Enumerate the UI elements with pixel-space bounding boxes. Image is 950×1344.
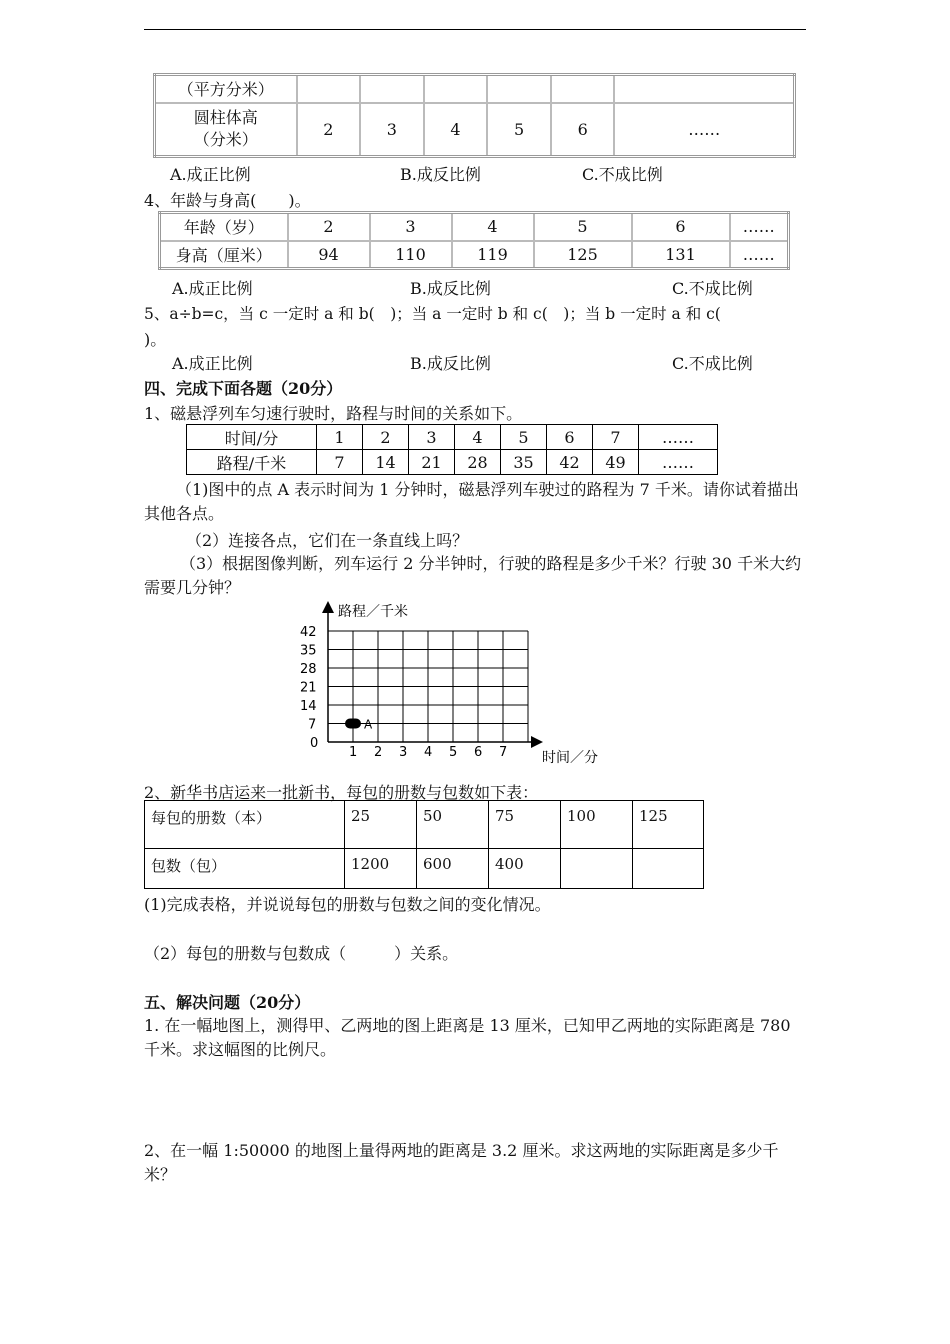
distance-time-chart (290, 600, 650, 770)
table-cell: 600 (417, 849, 489, 889)
table-cell: 25 (345, 801, 417, 849)
y-tick-label: 7 (308, 717, 317, 733)
option-b: B.成反比例 (410, 354, 491, 373)
table-cell: 50 (417, 801, 489, 849)
y-tick-label: 28 (300, 662, 317, 677)
table-cell: 时间/分 (187, 425, 317, 450)
data-point (345, 719, 361, 729)
table-cell (614, 75, 794, 103)
section-4-heading: 四、完成下面各题（20分） (144, 379, 343, 398)
table-cell: 7 (317, 450, 363, 475)
s4-q1-part1: （1)图中的点 A 表示时间为 1 分钟时，磁悬浮列车驶过的路程为 7 千米。请你试着描出其他各点。 (144, 480, 799, 523)
x-axis-label: 时间／分 (542, 750, 598, 766)
table-cell: 路程/千米 (187, 450, 317, 475)
table-cell: 21 (409, 450, 455, 475)
option-a: A.成正比例 (172, 279, 253, 298)
train-table (186, 424, 718, 475)
table-cell: 5 (501, 425, 547, 450)
table-cell (424, 75, 488, 103)
table-cell: 3 (370, 213, 452, 241)
table-cell: 110 (370, 241, 452, 269)
table-cell: 1200 (345, 849, 417, 889)
age-height-table (158, 211, 790, 270)
s4-question-1: 1、磁悬浮列车匀速行驶时，路程与时间的关系如下。 (144, 404, 523, 423)
table-cell: 119 (452, 241, 534, 269)
cylinder-table (153, 73, 796, 158)
table-cell: 400 (489, 849, 561, 889)
table-cell: 圆柱体高 （分米） (155, 103, 297, 157)
book-table (144, 800, 704, 889)
table-cell: 94 (288, 241, 370, 269)
section-5-heading: 五、解决问题（20分） (144, 993, 311, 1012)
x-tick-label: 6 (474, 745, 483, 760)
table-cell (551, 75, 615, 103)
table-cell: 5 (534, 213, 632, 241)
table-cell (561, 849, 633, 889)
table-cell: 6 (551, 103, 615, 157)
table-cell: （平方分米） (155, 75, 297, 103)
table-cell: 125 (534, 241, 632, 269)
option-c: C.不成比例 (672, 279, 753, 298)
table-cell: …… (639, 450, 718, 475)
table-cell: 35 (501, 450, 547, 475)
table-cell: 131 (632, 241, 730, 269)
s5-question-1: 1. 在一幅地图上，测得甲、乙两地的图上距离是 13 厘米，已知甲乙两地的实际距离是 780 千米。求这幅图的比例尺。 (144, 1016, 791, 1059)
table-cell: 7 (593, 425, 639, 450)
y-tick-label: 35 (300, 643, 317, 659)
table-cell: 125 (633, 801, 704, 849)
table-cell: …… (730, 241, 789, 269)
table-cell: 4 (452, 213, 534, 241)
table-cell: 3 (409, 425, 455, 450)
x-tick-label: 2 (374, 745, 383, 760)
question-5-line1: 5、a÷b=c，当 c 一定时 a 和 b( )；当 a 一定时 b 和 c( )；当 b 一定时 a 和 c( (144, 305, 721, 323)
question-4: 4、年龄与身高( )。 (144, 191, 311, 210)
table-cell: 年龄（岁） (160, 213, 288, 241)
table-cell: …… (614, 103, 794, 157)
x-tick-label: 7 (499, 745, 508, 760)
x-tick-label: 1 (349, 745, 358, 760)
question-5-line2: )。 (144, 330, 167, 349)
table-cell: 2 (288, 213, 370, 241)
table-cell: 2 (297, 103, 361, 157)
y-tick-label: 42 (300, 625, 317, 640)
table-cell: 身高（厘米） (160, 241, 288, 269)
table-cell: 42 (547, 450, 593, 475)
table-cell: …… (730, 213, 789, 241)
s4-q1-part2: （2）连接各点，它们在一条直线上吗？ (186, 531, 469, 550)
table-cell: 5 (487, 103, 551, 157)
option-a: A.成正比例 (172, 354, 253, 373)
table-cell: 每包的册数（本） (145, 801, 345, 849)
origin-label: 0 (310, 736, 319, 751)
table-cell: 3 (360, 103, 424, 157)
table-cell: 49 (593, 450, 639, 475)
table-cell: 75 (489, 801, 561, 849)
point-label: A (364, 717, 373, 732)
table-cell: …… (639, 425, 718, 450)
table-cell (487, 75, 551, 103)
table-cell (360, 75, 424, 103)
y-tick-label: 14 (300, 699, 317, 714)
option-a: A.成正比例 (170, 165, 251, 184)
table-cell: 包数（包） (145, 849, 345, 889)
table-cell: 28 (455, 450, 501, 475)
table-cell: 1 (317, 425, 363, 450)
table-cell: 14 (363, 450, 409, 475)
s4-question-2: 2、新华书店运来一批新书，每包的册数与包数如下表： (144, 783, 539, 802)
y-axis-label: 路程／千米 (338, 604, 408, 620)
table-cell: 6 (632, 213, 730, 241)
s4-q2-part1: (1)完成表格，并说说每包的册数与包数之间的变化情况。 (144, 895, 551, 914)
s4-q1-part3: （3）根据图像判断，列车运行 2 分半钟时，行驶的路程是多少千米？行驶 30 千米大约需要几分钟？ (144, 554, 802, 597)
y-tick-label: 21 (300, 680, 317, 696)
option-b: B.成反比例 (410, 279, 491, 298)
table-cell (633, 849, 704, 889)
option-b: B.成反比例 (400, 165, 481, 184)
option-c: C.不成比例 (672, 354, 753, 373)
table-cell: 2 (363, 425, 409, 450)
top-rule (144, 29, 806, 30)
x-tick-label: 4 (424, 745, 433, 760)
s5-question-2: 2、在一幅 1:50000 的地图上量得两地的距离是 3.2 厘米。求这两地的实际距离是多少千米？ (144, 1141, 779, 1184)
table-cell: 6 (547, 425, 593, 450)
x-tick-label: 5 (449, 745, 458, 760)
option-c: C.不成比例 (582, 165, 663, 184)
table-cell: 4 (455, 425, 501, 450)
x-tick-label: 3 (399, 745, 408, 760)
table-cell: 100 (561, 801, 633, 849)
table-cell: 4 (424, 103, 488, 157)
table-cell (297, 75, 361, 103)
s4-q2-part2: （2）每包的册数与包数成（ ）关系。 (144, 944, 459, 963)
